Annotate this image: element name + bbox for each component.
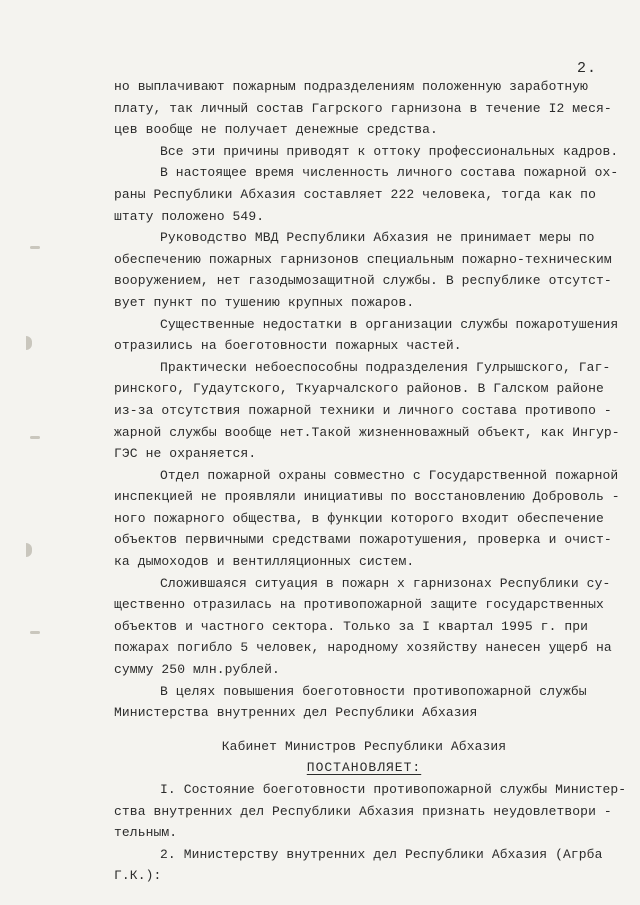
text-line: I. Состояние боеготовности противопожарной службы Министер- bbox=[160, 782, 627, 797]
paragraph bbox=[114, 465, 620, 573]
text-line: ринского, Гудаутского, Ткуарчалского районов. В Галском районе bbox=[114, 381, 604, 397]
decree-item bbox=[114, 844, 614, 887]
text-line: Все эти причины приводят к оттоку профессиональных кадров. bbox=[160, 143, 619, 159]
punch-hole-mark bbox=[30, 631, 40, 634]
text-line: объектов первичными средствами пожаротушения, проверка и очист- bbox=[114, 532, 612, 548]
text-line: Министерства внутренних дел Республики Абхазия bbox=[114, 705, 478, 721]
punch-hole-mark bbox=[30, 246, 40, 249]
punch-hole-mark bbox=[26, 543, 32, 557]
text-line: инспекцией не проявляли инициативы по восстановлению Доброволь - bbox=[114, 489, 620, 505]
text-line: сумму 250 млн.рублей. bbox=[114, 662, 280, 678]
document-body bbox=[114, 76, 627, 887]
paragraph bbox=[114, 357, 620, 465]
decree-item bbox=[114, 779, 627, 844]
punch-hole-mark bbox=[26, 336, 32, 350]
text-line: Сложившаяся ситуация в пожарн х гарнизонах Республики су- bbox=[160, 575, 611, 591]
text-line: Отдел пожарной охраны совместно с Государственной пожарной bbox=[160, 467, 619, 483]
text-line: Руководство МВД Республики Абхазия не принимает меры по bbox=[160, 230, 595, 246]
text-line: штату положено 549. bbox=[114, 208, 265, 224]
text-line: В настоящее время численность личного состава пожарной ох- bbox=[160, 165, 619, 181]
text-line: вует пункт по тушению крупных пожаров. bbox=[114, 294, 415, 310]
text-line: цев вообще не получает денежные средства. bbox=[114, 122, 438, 138]
paragraph bbox=[114, 141, 619, 163]
text-line: ГЭС не охраняется. bbox=[114, 446, 257, 462]
text-line: вооружением, нет газодымозащитной службы. В республике отсутст- bbox=[114, 273, 612, 289]
text-line: 2. Министерству внутренних дел Республики Абхазия (Агрба bbox=[160, 846, 603, 862]
text-line: тельным. bbox=[114, 825, 178, 841]
text-line: Практически небоеспособны подразделения Гулрышского, Гаг- bbox=[160, 359, 611, 375]
page-number: 2. bbox=[577, 60, 598, 77]
text-line: отразились на боеготовности пожарных частей. bbox=[114, 338, 462, 354]
paragraph bbox=[114, 573, 614, 681]
paragraph bbox=[114, 76, 614, 141]
text-line: раны Республики Абхазия составляет 222 человека, тогда как по bbox=[114, 186, 596, 202]
text-line: из-за отсутствия пожарной техники и личного состава противопо - bbox=[114, 402, 612, 418]
text-line: В целях повышения боеготовности противопожарной службы bbox=[160, 683, 587, 699]
text-line: объектов и частного сектора. Только за I квартал 1995 г. при bbox=[114, 618, 589, 634]
paragraph bbox=[114, 681, 614, 724]
decree-heading bbox=[114, 757, 614, 779]
text-line: плату, так личный состав Гагрского гарнизона в течение I2 меся- bbox=[114, 100, 612, 116]
text-line: ка дымоходов и вентилляционных систем. bbox=[114, 554, 415, 570]
paragraph bbox=[114, 314, 619, 357]
text-line: обеспечению пожарных гарнизонов специальным пожарно-техническим bbox=[114, 251, 612, 267]
decree-word: ПОСТАНОВЛЯЕТ: bbox=[306, 760, 422, 776]
paragraph bbox=[114, 162, 619, 227]
paragraph bbox=[114, 227, 614, 313]
text-line: Существенные недостатки в организации службы пожаротушения bbox=[160, 316, 619, 332]
text-line: жарной службы вообще нет.Такой жизненноважный объект, как Ингур- bbox=[114, 424, 620, 440]
text-line: ного пожарного общества, в функции которого входит обеспечение bbox=[114, 510, 604, 526]
text-line: Г.К.): bbox=[114, 868, 162, 884]
text-line: но выплачивают пожарным подразделениям положенную заработную bbox=[114, 79, 589, 94]
text-line: пожарах погибло 5 человек, народному хозяйству нанесен ущерб на bbox=[114, 640, 612, 656]
text-line: щественно отразилась на противопожарной защите государственных bbox=[114, 597, 604, 613]
punch-hole-mark bbox=[30, 436, 40, 439]
text-line: ства внутренних дел Республики Абхазия признать неудовлетвори - bbox=[114, 803, 612, 819]
issuer-heading: Кабинет Министров Республики Абхазия bbox=[221, 738, 507, 754]
spacer bbox=[114, 724, 614, 736]
